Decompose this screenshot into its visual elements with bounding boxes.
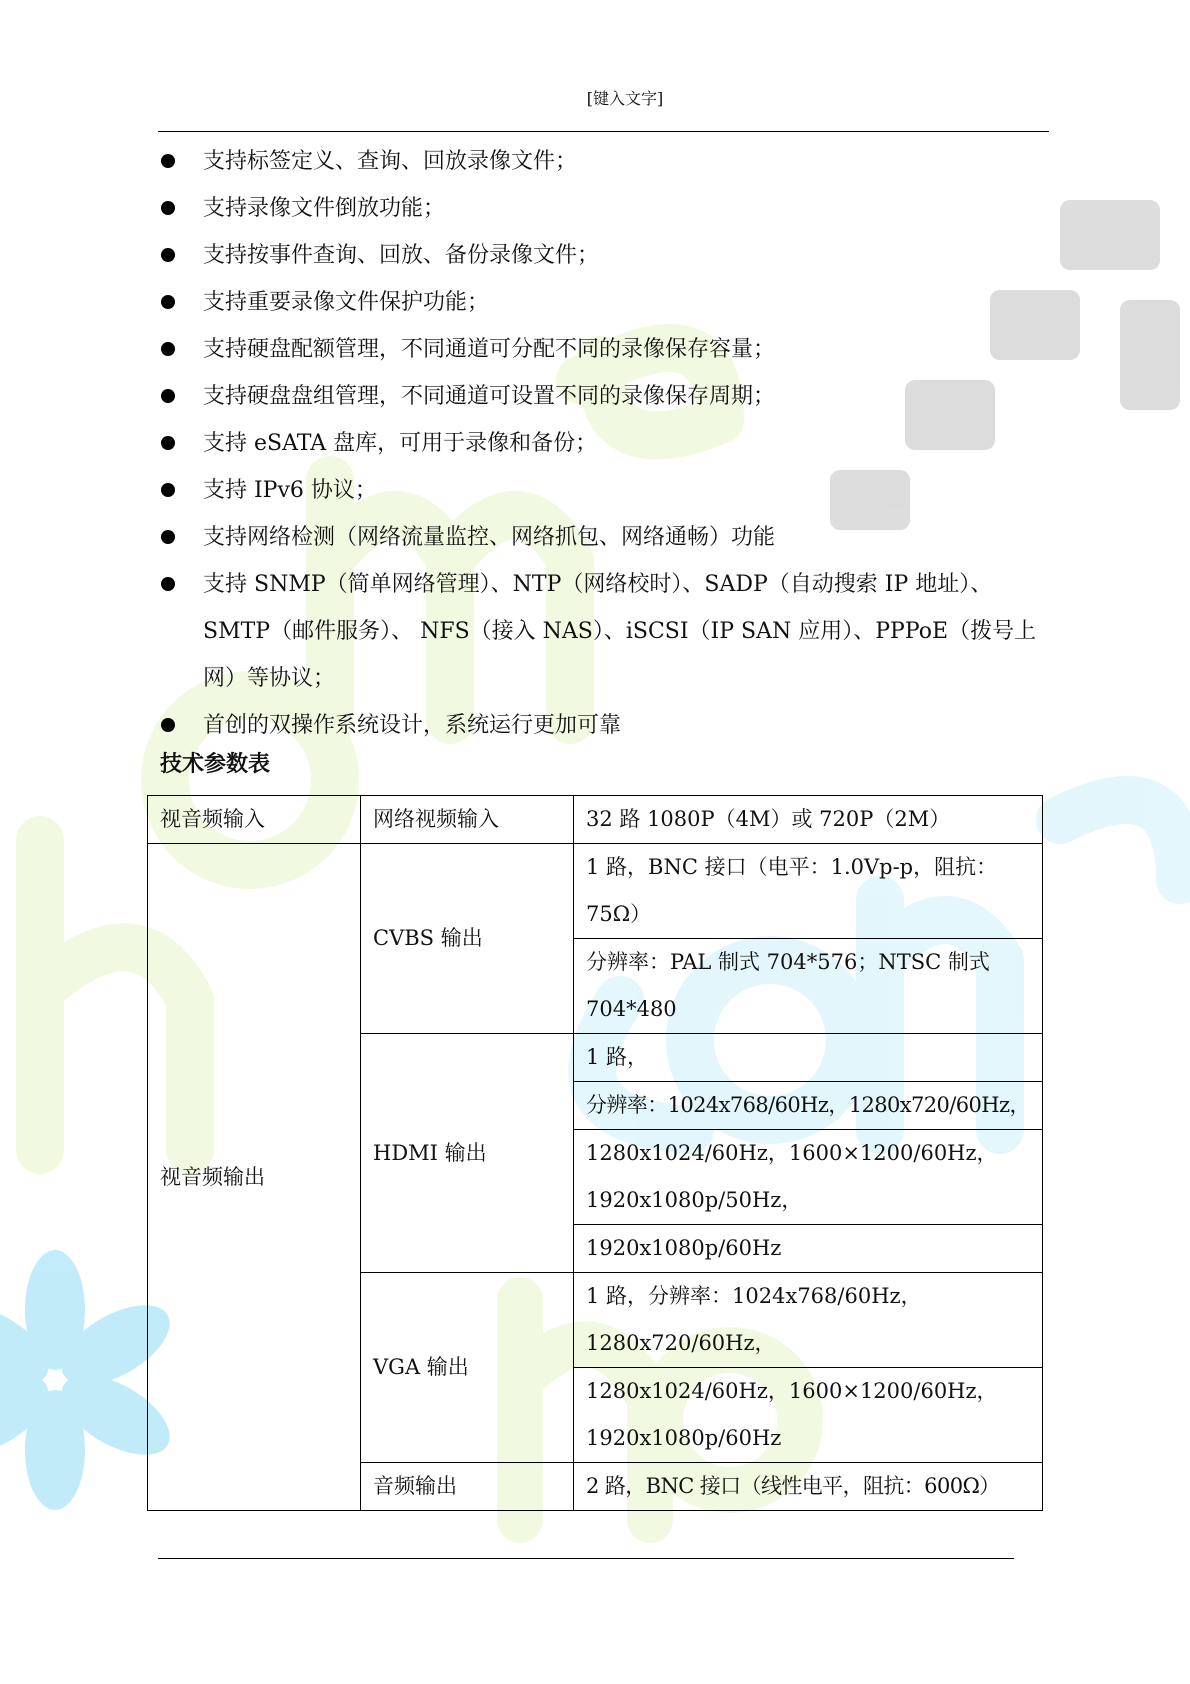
table-cell: 网络视频输入: [361, 796, 574, 844]
bullet-dot-icon: [161, 483, 175, 497]
bullet-dot-icon: [161, 295, 175, 309]
section-title: 技术参数表: [160, 751, 271, 777]
list-item: 支持按事件查询、回放、备份录像文件；: [158, 232, 1053, 279]
bullet-dot-icon: [161, 436, 175, 450]
list-item: 支持标签定义、查询、回放录像文件；: [158, 138, 1053, 185]
list-item: 支持网络检测（网络流量监控、网络抓包、网络通畅）功能: [158, 514, 1053, 561]
table-cell: 1 路，分辨率：1024x768/60Hz，1280x720/60Hz，: [574, 1273, 1043, 1368]
table-cell: 1920x1080p/60Hz: [574, 1225, 1043, 1273]
list-item: 支持硬盘盘组管理，不同通道可设置不同的录像保存周期；: [158, 373, 1053, 420]
table-cell: VGA 输出: [361, 1273, 574, 1463]
list-item: 支持 SNMP（简单网络管理）、NTP（网络校时）、SADP（自动搜索 IP 地址）、SMTP（邮件服务）、 NFS（接入 NAS）、iSCSI（IP SAN 应用）、PPPoE（拨号上网）等协议；: [158, 561, 1053, 702]
header-rule: [158, 131, 1049, 132]
table-cell: 视音频输入: [148, 796, 361, 844]
bullet-dot-icon: [161, 577, 175, 591]
table-cell: 音频输出: [361, 1463, 574, 1511]
table-cell: 1280x1024/60Hz，1600×1200/60Hz，1920x1080p/50Hz，: [574, 1130, 1043, 1225]
table-cell: 1280x1024/60Hz，1600×1200/60Hz，1920x1080p/60Hz: [574, 1368, 1043, 1463]
list-item: 支持重要录像文件保护功能；: [158, 279, 1053, 326]
bullet-dot-icon: [161, 530, 175, 544]
table-cell: 分辨率：1024x768/60Hz，1280x720/60Hz，: [574, 1082, 1043, 1130]
bullet-dot-icon: [161, 154, 175, 168]
table-cell: 32 路 1080P（4M）或 720P（2M）: [574, 796, 1043, 844]
bullet-dot-icon: [161, 201, 175, 215]
table-cell: HDMI 输出: [361, 1034, 574, 1273]
bullet-dot-icon: [161, 389, 175, 403]
table-cell: 1 路，: [574, 1034, 1043, 1082]
list-item: 支持硬盘配额管理，不同通道可分配不同的录像保存容量；: [158, 326, 1053, 373]
list-item: 首创的双操作系统设计，系统运行更加可靠: [158, 702, 1053, 749]
table-cell: CVBS 输出: [361, 844, 574, 1034]
list-item: 支持录像文件倒放功能；: [158, 185, 1053, 232]
table-row: [148, 796, 1043, 844]
spec-table: [147, 795, 1043, 1511]
list-item: 支持 eSATA 盘库，可用于录像和备份；: [158, 420, 1053, 467]
bullet-dot-icon: [161, 342, 175, 356]
page-header: [键入文字]: [586, 89, 664, 108]
table-cell: 分辨率：PAL 制式 704*576；NTSC 制式 704*480: [574, 939, 1043, 1034]
bullet-dot-icon: [161, 718, 175, 732]
list-item: 支持 IPv6 协议；: [158, 467, 1053, 514]
table-cell: 1 路，BNC 接口（电平：1.0Vp-p，阻抗：75Ω）: [574, 844, 1043, 939]
footer-rule: [158, 1558, 1014, 1559]
feature-list: [158, 138, 1053, 749]
table-row: [148, 844, 1043, 939]
table-cell: 2 路，BNC 接口（线性电平，阻抗：600Ω）: [574, 1463, 1043, 1511]
bullet-dot-icon: [161, 248, 175, 262]
table-cell: 视音频输出: [148, 844, 361, 1511]
